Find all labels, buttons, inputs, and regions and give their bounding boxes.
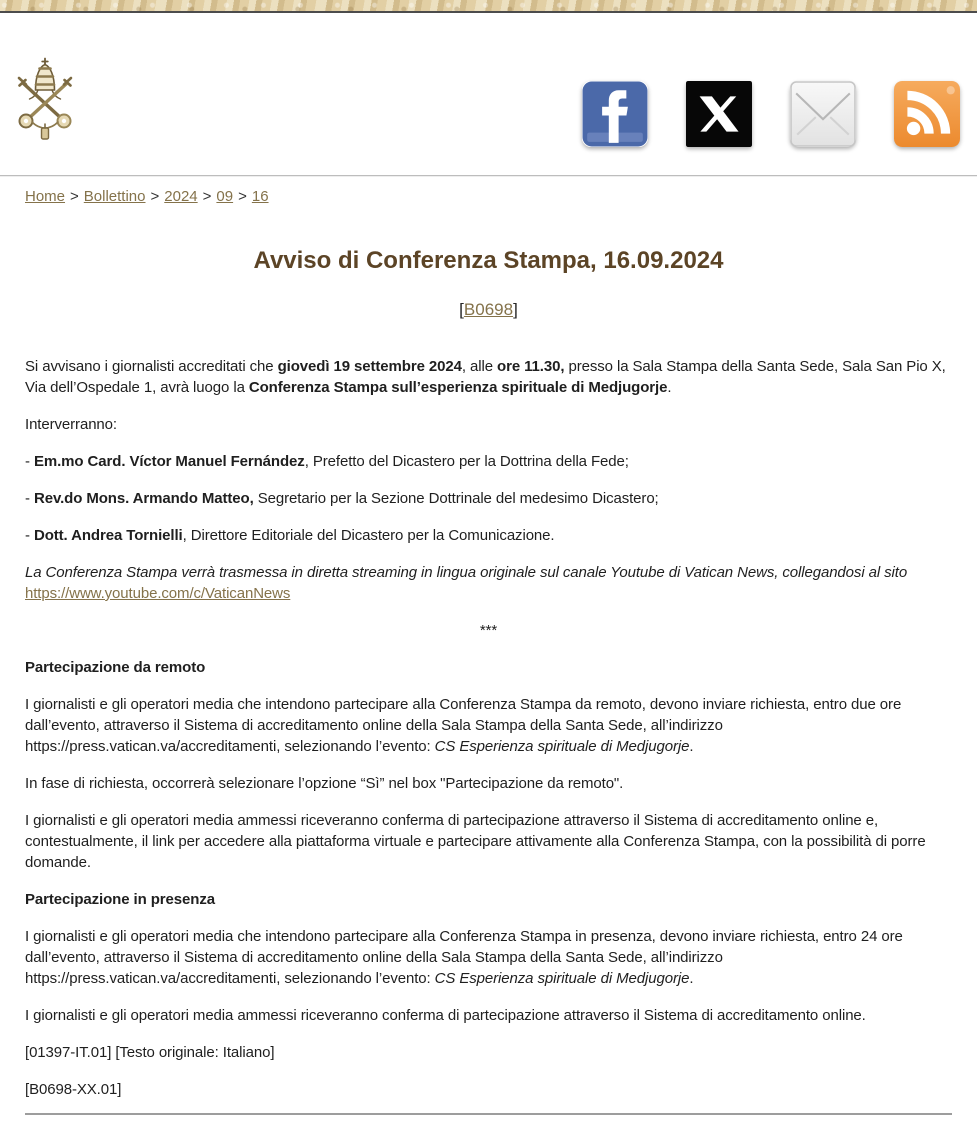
footer-divider — [25, 1113, 952, 1115]
remote-paragraph-3: I giornalisti e gli operatori media ammessi riceveranno conferma di partecipazione attraverso il Sistema di accreditamento online e, contestualmente, il link per accedere alla piattaforma virtuale e partecipare attivamente alla Conferenza Stampa, con la possibilità di porre domande. — [25, 812, 926, 871]
intro-paragraph: Si avvisano i giornalisti accreditati che giovedì 19 settembre 2024, alle ore 11.30, presso la Sala Stampa della Santa Sede, Sala San Pio X, Via dell’Ospedale 1, avrà luogo la Conferenza Stampa sull’esperienza spirituale di Medjugorje. — [25, 358, 946, 396]
x-twitter-icon[interactable] — [686, 81, 752, 147]
event-date: giovedì 19 settembre 2024 — [277, 358, 462, 375]
decorative-top-banner — [0, 0, 977, 13]
document-reference-1: [01397-IT.01] [Testo originale: Italiano] — [25, 1044, 275, 1061]
presence-participation-heading: Partecipazione in presenza — [25, 891, 215, 908]
streaming-paragraph: La Conferenza Stampa verrà trasmessa in diretta streaming in lingua originale sul canale Youtube di Vatican News, collegandosi al sito https://www.youtube.com/c/VaticanNews — [25, 564, 908, 602]
remote-participation-heading: Partecipazione da remoto — [25, 659, 206, 676]
speaker-name: Rev.do Mons. Armando Matteo, — [33, 490, 254, 507]
breadcrumb-bollettino-link[interactable]: Bollettino — [83, 188, 146, 205]
event-name: CS Esperienza spirituale di Medjugorje — [434, 970, 690, 987]
presence-paragraph-2: I giornalisti e gli operatori media ammessi riceveranno conferma di partecipazione attraverso il Sistema di accreditamento online. — [25, 1007, 866, 1024]
bracket-open: [ — [459, 300, 464, 319]
page-title: Avviso di Conferenza Stampa, 16.09.2024 — [253, 247, 724, 274]
breadcrumb-month-link[interactable]: 09 — [216, 188, 234, 205]
section-separator: *** — [479, 622, 498, 639]
event-name: CS Esperienza spirituale di Medjugorje — [434, 738, 690, 755]
speaker-item: - Em.mo Card. Víctor Manuel Fernández, Prefetto del Dicastero per la Dottrina della Fede; — [25, 453, 629, 470]
breadcrumb-separator: > — [150, 188, 160, 205]
breadcrumb-home-link[interactable]: Home — [25, 188, 66, 205]
breadcrumb — [0, 177, 977, 207]
speaker-item: - Rev.do Mons. Armando Matteo, Segretario per la Sezione Dottrinale del medesimo Dicastero; — [25, 490, 659, 507]
youtube-link[interactable]: https://www.youtube.com/c/VaticanNews — [25, 585, 291, 602]
bracket-close: ] — [513, 300, 518, 319]
breadcrumb-day-link[interactable]: 16 — [251, 188, 269, 205]
interverranno-label: Interverranno: — [25, 416, 117, 433]
speaker-name: Dott. Andrea Tornielli — [33, 527, 183, 544]
event-title: Conferenza Stampa sull’esperienza spirituale di Medjugorje — [248, 379, 668, 396]
speaker-name: Em.mo Card. Víctor Manuel Fernández — [33, 453, 305, 470]
speaker-role: , Prefetto del Dicastero per la Dottrina della Fede; — [304, 453, 629, 470]
speaker-role: Segretario per la Sezione Dottrinale del medesimo Dicastero; — [253, 490, 659, 507]
header — [0, 13, 977, 175]
document-reference-2: [B0698-XX.01] — [25, 1081, 122, 1098]
speaker-role: , Direttore Editoriale del Dicastero per la Comunicazione. — [182, 527, 555, 544]
papal-keys-tiara-icon — [9, 56, 81, 144]
facebook-icon[interactable] — [582, 81, 648, 147]
rss-icon[interactable] — [894, 81, 960, 147]
remote-paragraph-2: In fase di richiesta, occorrerà selezionare l’opzione “Sì” nel box "Partecipazione da remoto". — [25, 775, 624, 792]
remote-paragraph-1: I giornalisti e gli operatori media che intendono partecipare alla Conferenza Stampa da remoto, devono inviare richiesta, entro due ore dall’evento, attraverso il Sistema di accreditamento online della Sala Stampa della Santa Sede, all’indirizzo https://press.vatican.va/accreditamenti, selezionando l’evento: CS Esperienza spirituale di Medjugorje. — [25, 696, 902, 755]
article — [0, 247, 977, 1115]
vatican-coat-of-arms-logo[interactable] — [9, 56, 81, 149]
bulletin-code-link[interactable]: B0698 — [463, 300, 514, 319]
breadcrumb-separator: > — [70, 188, 79, 205]
event-time: ore 11.30, — [497, 358, 565, 375]
email-icon[interactable] — [790, 81, 856, 147]
social-icons-bar — [582, 81, 960, 147]
breadcrumb-separator: > — [238, 188, 247, 205]
speaker-item: - Dott. Andrea Tornielli, Direttore Editoriale del Dicastero per la Comunicazione. — [25, 527, 555, 544]
breadcrumb-year-link[interactable]: 2024 — [164, 188, 198, 205]
presence-paragraph-1: I giornalisti e gli operatori media che intendono partecipare alla Conferenza Stampa in presenza, devono inviare richiesta, entro 24 ore dall’evento, attraverso il Sistema di accreditamento online della Sala Stampa della Santa Sede, all’indirizzo https://press.vatican.va/accreditamenti, selezionando l’evento: CS Esperienza spirituale di Medjugorje. — [25, 928, 903, 987]
bulletin-reference — [25, 300, 952, 320]
breadcrumb-separator: > — [202, 188, 212, 205]
